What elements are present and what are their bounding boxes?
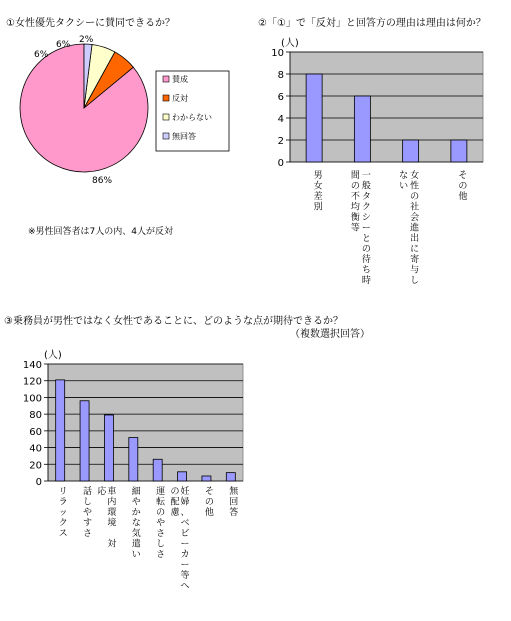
bar2-bar-4 [451,140,467,162]
bar2-unit: (人) [281,38,299,49]
bar3-plot-area [48,364,243,481]
bar3-ytick-label-7: 120 [22,376,42,388]
bar3-bar-1 [56,380,65,481]
pie-chart [20,35,148,186]
bar3-ytick-label-3: 40 [29,443,42,455]
bar3-ytick-label-8: 140 [22,360,42,371]
bar3-bar-6 [178,472,187,481]
legend-label-2: 反対 [172,94,188,103]
bar3-ytick-label-5: 80 [29,410,42,422]
bar3-category-label-8: 無回答 [229,487,239,518]
bar3-category-label-7: その他 [204,487,214,518]
bar-chart-reasons [271,48,483,286]
bar3-bar-5 [153,459,162,481]
pie-legend [156,71,229,151]
bar2-ytick-label-2: 2 [277,136,284,147]
bar2-ytick-label-1: 0 [277,158,284,169]
bar2-bar-2 [354,96,370,162]
bar3-bar-8 [226,473,235,481]
bar2-bar-3 [403,140,419,162]
legend-swatch-4 [163,133,169,139]
bar3-category-label-3: 車内環境 対応 [97,487,117,550]
bar2-category-label-1: 男女差別 [313,171,323,213]
note-text: ※男性回答者は7人の内、4人が反対 [28,227,173,237]
legend-swatch-1 [163,76,169,82]
bar3-category-label-6: 妊婦、ベビーカー等への配慮 [170,487,190,592]
bar3-category-label-5: 運転のやさしさ [156,487,166,560]
pie-value-label-4: 2% [79,35,94,45]
bar3-unit: (人) [44,350,62,361]
bar2-ytick-label-3: 4 [277,114,284,125]
bar3-bar-4 [129,438,138,481]
pie-value-label-3: 6% [56,40,71,50]
bar3-ytick-label-4: 60 [29,426,42,438]
bar3-bar-3 [104,415,113,481]
pie-value-label-1: 86% [92,176,113,186]
bar3-subtitle: （複数選択回答） [290,329,370,340]
bar3-bar-7 [202,476,211,481]
bar2-category-label-2: 一般タクシーとの待ち時間の不均衡等 [350,171,371,286]
legend-swatch-2 [163,95,169,101]
pie-title: ①女性優先タクシーに賛同できるか？ [6,18,175,29]
bar2-category-label-3: 女性の社会進出に寄与しない [399,171,420,286]
bar-chart-expectations [23,360,243,592]
legend-swatch-3 [163,114,169,120]
bar2-bar-1 [306,74,322,162]
pie-value-label-2: 6% [34,50,49,60]
bar3-bar-2 [80,401,89,481]
bar3-category-label-4: 細やかな気遣い [131,487,141,560]
bar2-ytick-label-6: 10 [271,48,284,59]
bar3-ytick-label-6: 100 [22,393,42,405]
bar3-ytick-label-2: 20 [29,460,42,472]
bar2-title: ②「①」で「反対」と回答方の理由は理由は何か？ [258,18,486,29]
bar3-ytick-label-1: 0 [35,477,42,488]
bar3-category-label-1: リラックス [58,487,68,539]
bar2-ytick-label-5: 8 [277,70,284,81]
legend-label-4: 無回答 [172,132,196,141]
bar3-title: ③乗務員が男性ではなく女性であることに、どのような点が期待できるか？ [4,316,343,327]
bar2-category-label-4: その他 [458,171,468,202]
legend-label-1: 賛成 [172,75,188,84]
bar3-category-label-2: 話しやすさ [83,487,93,539]
legend-label-3: わからない [172,113,212,122]
bar2-ytick-label-4: 6 [277,92,284,103]
